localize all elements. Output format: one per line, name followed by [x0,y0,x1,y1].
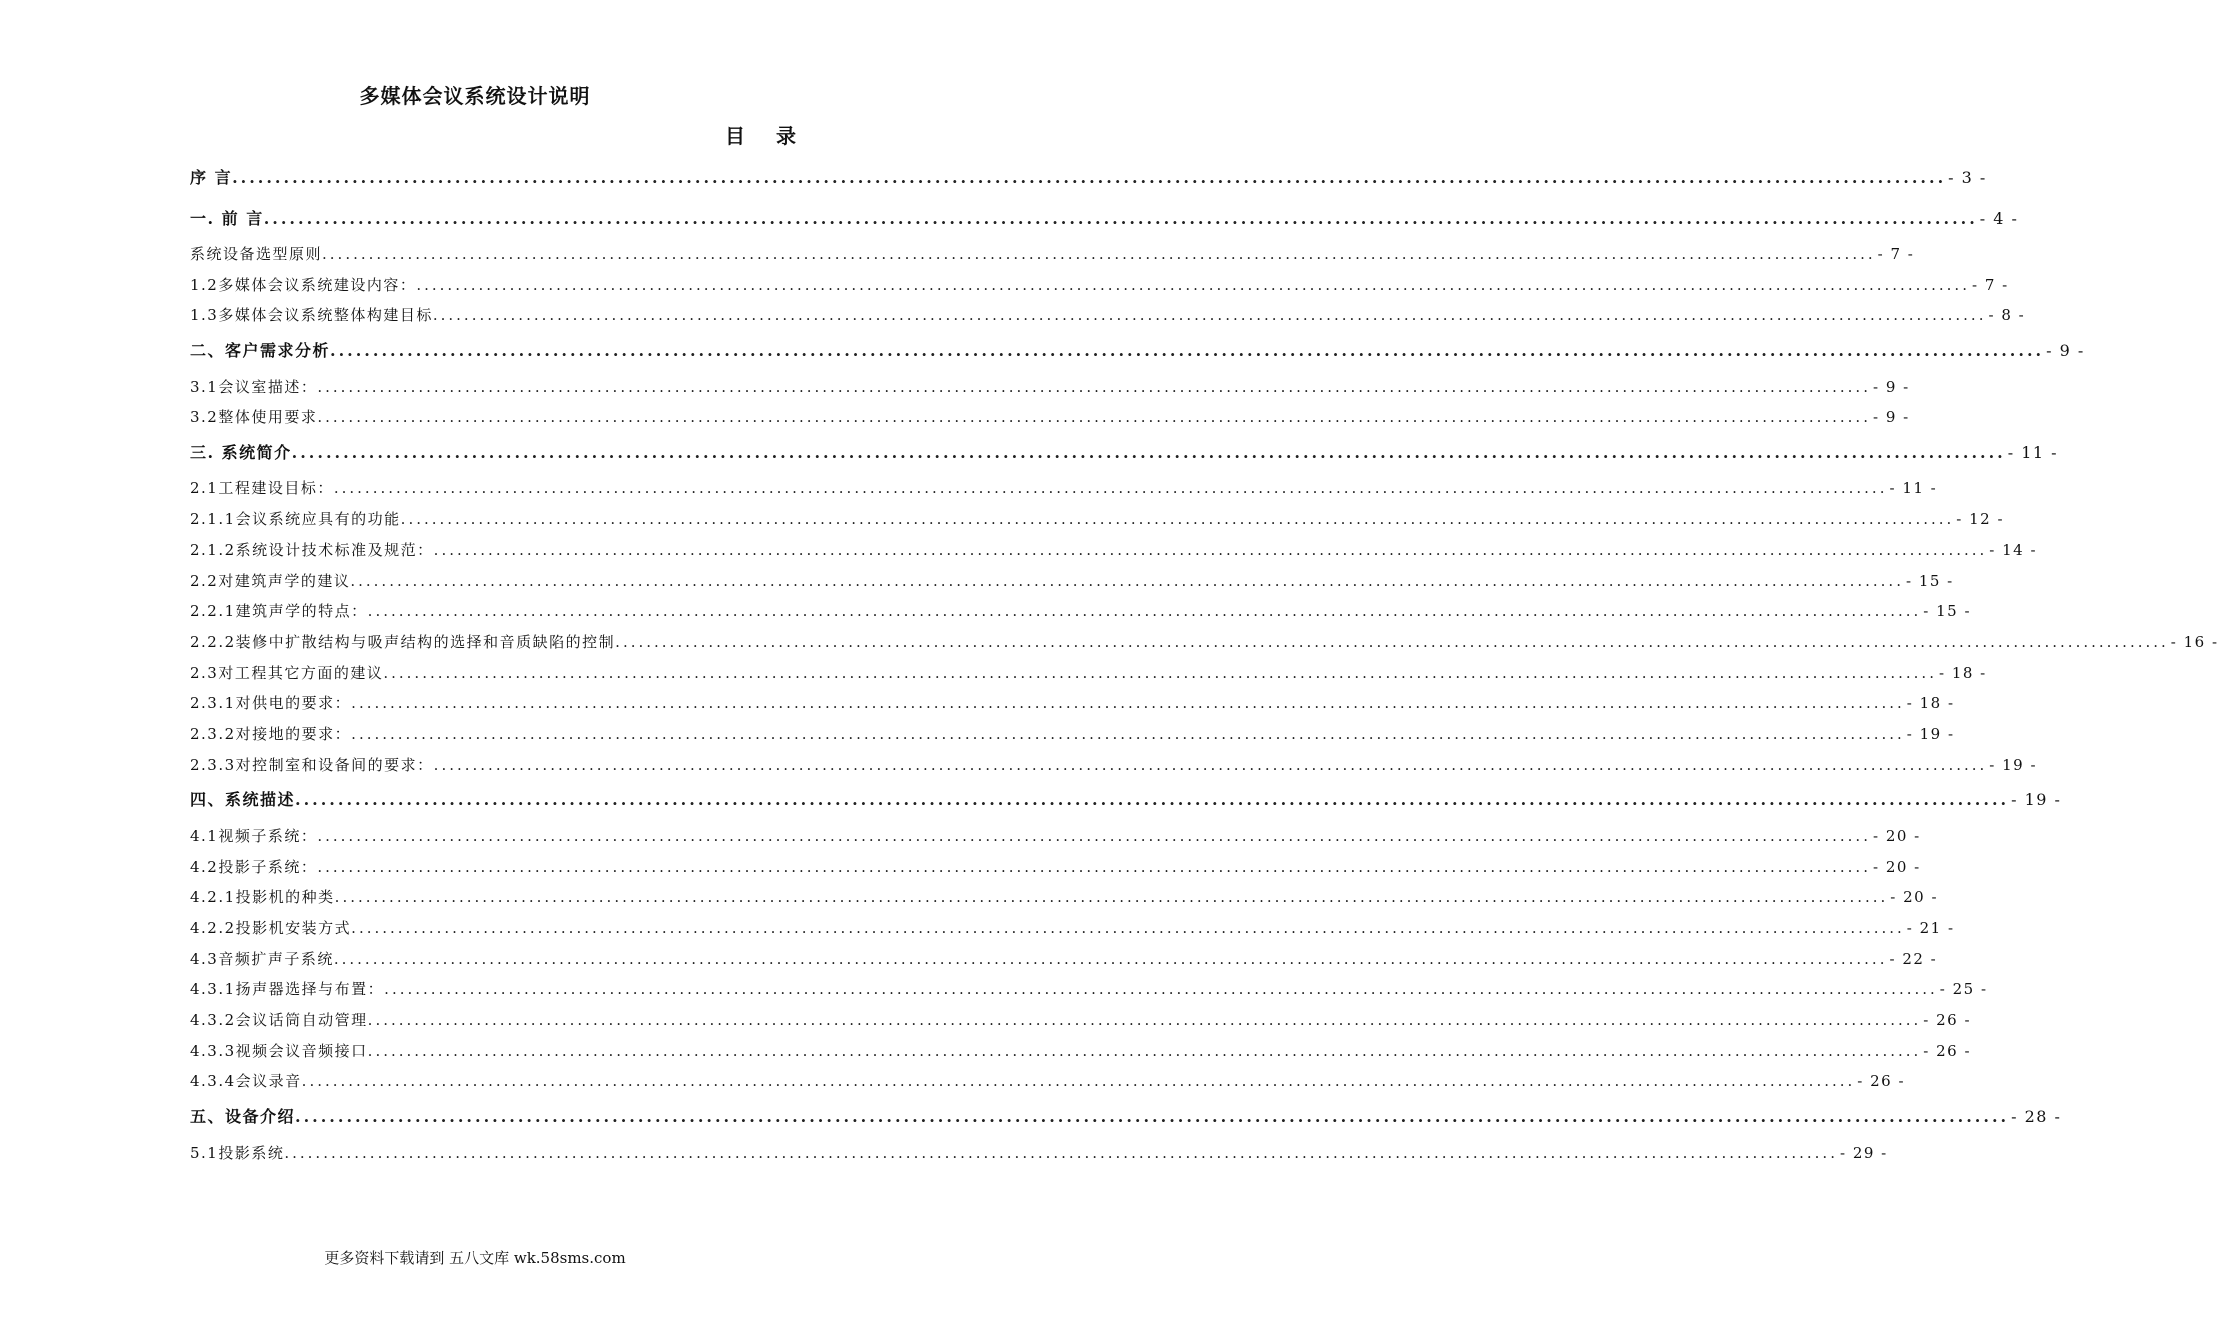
toc-entry[interactable] [190,719,1955,750]
toc-entry[interactable] [190,627,2219,658]
document-title: 多媒体会议系统设计说明 [359,84,591,108]
toc-page-number: - 18 - [1938,663,1987,682]
toc-entry[interactable] [190,504,2005,535]
toc-page-number: - 7 - [1877,245,1915,263]
toc-entry-title: 4.2.2投影机安装方式 [190,918,352,937]
toc-page-number: - 15 - [1923,602,1972,621]
toc-page-number: - 19 - [2011,790,2062,810]
toc-page-number: - 20 - [1890,888,1939,907]
toc-page-number: - 9 - [1872,377,1910,396]
toc-page-number: - 11 - [2007,442,2059,462]
toc-leader-dots: ........................................................................................................................................................................................................ [432,306,1987,325]
footer-text: 更多资料下载请到 五八文库 wk.58sms.com [324,1249,626,1267]
toc-page-number: - 22 - [1889,949,1938,968]
toc-leader-dots: ........................................................................................................................................................................................................ [416,275,1970,294]
toc-entry[interactable] [190,882,1939,913]
toc-entry-title: 4.1视频子系统： [190,826,318,845]
toc-page-number: - 9 - [2046,341,2085,361]
toc-entry[interactable] [190,821,1921,852]
toc-leader-dots: ........................................................................................................................................................................................................ [301,1072,1856,1091]
toc-page-number: - 29 - [1839,1143,1888,1162]
toc-page-number: - 21 - [1906,918,1955,937]
toc-leader-dots: ........................................................................................................................................................................................................ [322,245,1876,263]
toc-entry[interactable] [190,1138,1888,1169]
toc-leader-dots: ........................................................................................................................................................................................................ [433,540,1988,559]
toc-leader-dots: ........................................................................................................................................................................................................ [367,602,1922,621]
toc-entry-title: 1.3多媒体会议系统整体构建目标 [190,306,433,325]
toc-entry-title: 4.3.2会议话筒自动管理 [190,1010,368,1029]
toc-page-number: - 19 - [1906,724,1955,743]
toc-entry[interactable] [190,658,1987,689]
toc-entry-title: 4.3.4会议录音 [190,1072,302,1091]
toc-leader-dots: ........................................................................................................................................................................................................ [317,826,1871,845]
toc-leader-dots: ........................................................................................................................................................................................................ [295,1107,2010,1126]
toc-entry-title: 五、设备介绍 [190,1107,296,1126]
toc-entry-title: 2.2.1建筑声学的特点： [190,602,368,621]
toc-entry-title: 2.2.2装修中扩散结构与吸声结构的选择和音质缺陷的控制 [190,632,616,651]
toc-leader-dots: ........................................................................................................................................................................................................ [263,208,1978,228]
toc-leader-dots: ........................................................................................................................................................................................................ [351,724,1905,743]
toc-leader-dots: ........................................................................................................................................................................................................ [351,918,1905,937]
toc-page-number: - 20 - [1872,857,1921,876]
toc-section-entry[interactable] [190,331,2085,372]
toc-entry-title: 2.1.1会议系统应具有的功能 [190,510,401,529]
toc-page-number: - 26 - [1857,1072,1906,1091]
toc-entry[interactable] [190,974,1988,1005]
toc-leader-dots: ........................................................................................................................................................................................................ [615,632,2169,651]
toc-entry-title: 3.2整体使用要求 [190,408,318,427]
toc-entry-title: 3.1会议室描述： [190,377,318,396]
toc-leader-dots: ........................................................................................................................................................................................................ [317,377,1871,396]
toc-entry[interactable] [190,1036,1972,1067]
toc-page-number: - 14 - [1989,540,2038,559]
toc-page-number: - 26 - [1923,1041,1972,1060]
toc-section-entry[interactable] [190,158,1987,199]
toc-entry[interactable] [190,402,1910,433]
toc-leader-dots: ........................................................................................................................................................................................................ [367,1041,1922,1060]
toc-entry[interactable] [190,535,2038,566]
toc-entry-title: 2.3.1对供电的要求： [190,694,352,713]
toc-entry-title: 四、系统描述 [190,790,296,810]
toc-entry[interactable] [190,688,1955,719]
toc-heading: 目 录 [725,124,808,148]
toc-page-number: - 28 - [2011,1107,2062,1126]
toc-entry[interactable] [190,372,1910,403]
toc-leader-dots: ........................................................................................................................................................................................................ [295,790,2010,810]
toc-entry[interactable] [190,1005,1972,1036]
toc-entry-title: 2.3对工程其它方面的建议 [190,663,384,682]
toc-entry[interactable] [190,566,1954,597]
toc-entry-title: 1.2多媒体会议系统建设内容： [190,275,417,294]
toc-entry-title: 2.1工程建设目标： [190,479,334,498]
toc-entry-title: 4.2投影子系统： [190,857,318,876]
toc-leader-dots: ........................................................................................................................................................................................................ [433,755,1988,774]
toc-entry-title: 序 言 [190,168,233,187]
toc-entry[interactable] [190,750,2038,781]
table-of-contents [190,158,2219,1168]
toc-entry[interactable] [190,300,2026,331]
toc-section-entry[interactable] [190,199,2019,240]
toc-entry-title: 4.3音频扩声子系统 [190,949,334,968]
toc-entry-title: 二、客户需求分析 [190,341,331,361]
toc-entry[interactable] [190,852,1921,883]
toc-entry[interactable] [190,473,1938,504]
toc-page-number: - 12 - [1956,510,2005,529]
toc-leader-dots: ........................................................................................................................................................................................................ [232,168,1947,187]
toc-entry-title: 系统设备选型原则 [190,245,323,263]
toc-section-entry[interactable] [190,1097,2062,1138]
toc-entry-title: 5.1投影系统 [190,1143,285,1162]
toc-entry-title: 2.3.3对控制室和设备间的要求： [190,755,434,774]
toc-page-number: - 16 - [2170,632,2219,651]
toc-leader-dots: ........................................................................................................................................................................................................ [383,663,1937,682]
toc-entry-title: 三. 系统简介 [190,442,292,462]
toc-leader-dots: ........................................................................................................................................................................................................ [400,510,1955,529]
toc-page-number: - 9 - [1872,408,1910,427]
toc-page-number: - 19 - [1989,755,2038,774]
toc-leader-dots: ........................................................................................................................................................................................................ [384,980,1938,999]
toc-page-number: - 8 - [1988,306,2026,325]
toc-leader-dots: ........................................................................................................................................................................................................ [317,857,1871,876]
toc-leader-dots: ........................................................................................................................................................................................................ [350,571,1904,590]
toc-page-number: - 25 - [1939,980,1988,999]
toc-leader-dots: ........................................................................................................................................................................................................ [334,888,1889,907]
toc-entry[interactable] [190,596,1972,627]
toc-section-entry[interactable] [190,780,2062,821]
toc-page-number: - 4 - [1979,208,2019,228]
toc-entry-title: 一. 前 言 [190,208,264,228]
toc-entry-title: 4.2.1投影机的种类 [190,888,335,907]
toc-leader-dots: ........................................................................................................................................................................................................ [367,1010,1922,1029]
toc-page-number: - 7 - [1971,275,2009,294]
toc-entry[interactable] [190,270,2009,301]
toc-entry-title: 2.2对建筑声学的建议 [190,571,351,590]
toc-leader-dots: ........................................................................................................................................................................................................ [284,1143,1838,1162]
toc-section-entry[interactable] [190,433,2059,474]
toc-entry[interactable] [190,239,1915,270]
toc-leader-dots: ........................................................................................................................................................................................................ [333,479,1888,498]
toc-page-number: - 11 - [1889,479,1938,498]
toc-page-number: - 26 - [1923,1010,1972,1029]
toc-page-number: - 20 - [1872,826,1921,845]
toc-entry[interactable] [190,944,1938,975]
toc-entry-title: 2.1.2系统设计技术标准及规范： [190,540,434,559]
toc-entry-title: 2.3.2对接地的要求： [190,724,352,743]
toc-entry[interactable] [190,1066,1906,1097]
toc-page-number: - 18 - [1906,694,1955,713]
toc-entry-title: 4.3.3视频会议音频接口 [190,1041,368,1060]
toc-leader-dots: ........................................................................................................................................................................................................ [330,341,2045,361]
toc-page-number: - 3 - [1948,168,1987,187]
toc-leader-dots: ........................................................................................................................................................................................................ [333,949,1888,968]
toc-leader-dots: ........................................................................................................................................................................................................ [317,408,1871,427]
toc-leader-dots: ........................................................................................................................................................................................................ [351,694,1905,713]
toc-entry-title: 4.3.1扬声器选择与布置： [190,980,385,999]
toc-leader-dots: ........................................................................................................................................................................................................ [291,442,2006,462]
toc-entry[interactable] [190,913,1955,944]
toc-page-number: - 15 - [1905,571,1954,590]
